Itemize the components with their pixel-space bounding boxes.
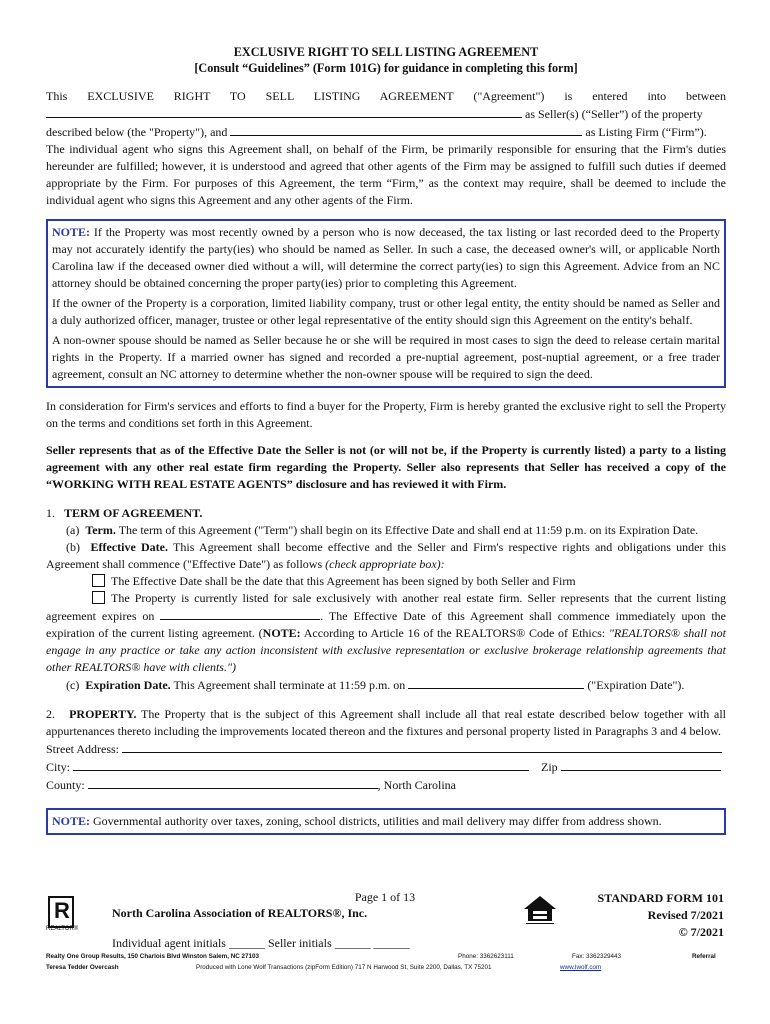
document-page bbox=[46, 44, 726, 835]
section-1-title: TERM OF AGREEMENT. bbox=[64, 506, 203, 520]
consideration-paragraph: In consideration for Firm's services and efforts to find a buyer for the Property, Firm is hereby granted the exclusive right to sell the Property on the terms and conditions set forth in this Agreement. bbox=[46, 399, 726, 430]
effective-date-checkbox-1[interactable] bbox=[92, 574, 105, 587]
county-field[interactable] bbox=[88, 776, 378, 789]
firm-name-field[interactable] bbox=[230, 123, 582, 136]
realtor-logo: R bbox=[48, 896, 74, 928]
intro-rest: The individual agent who signs this Agreement shall, on behalf of the Firm, be primarily responsible for ensuring that the Firm's duties hereunder are fulfilled; however, it is understood and agreed that other agents of the Firm may be assigned to fulfill such duties if deemed appropriate by the Firm. For purposes of this Agreement, the term “Firm,” as the context may require, shall be deemed to include the individual agent who signs this Agreement and any other agents of the Firm. bbox=[46, 142, 726, 207]
equal-housing-icon bbox=[522, 893, 558, 927]
governmental-authority-note: NOTE: Governmental authority over taxes, zoning, school districts, utilities and mail delivery may differ from address shown. bbox=[46, 808, 726, 835]
representation-paragraph: Seller represents that as of the Effective Date the Seller is not (or will not be, if the Property is currently listed) a party to a listing agreement with any other real estate firm regarding the Property. Seller also represents that Seller has received a copy of the “WORKING WITH REAL ESTATE AGENTS” disclosure and has reviewed it with Firm. bbox=[46, 443, 726, 491]
office-fax: Fax: 3362329443 bbox=[572, 953, 622, 960]
office-info: Realty One Group Results, 150 Charlois Blvd Winston Salem, NC 27103 bbox=[46, 953, 260, 960]
document-subtitle: [Consult “Guidelines” (Form 101G) for guidance in completing this form] bbox=[194, 61, 578, 75]
office-phone: Phone: 3362623111 bbox=[458, 953, 514, 960]
document-title: EXCLUSIVE RIGHT TO SELL LISTING AGREEMENT bbox=[233, 45, 539, 59]
deceased-owner-note: NOTE: If the Property was most recently owned by a person who is now deceased, the tax listing or last recorded deed to the Property may not accurately identify the party(ies) who should be named as Seller. In such a case, the deceased owner's will, or applicable North Carolina law if the deceased owner died without a will, will determine the correct party(ies) to sign this Agreement. Advice from an NC attorney should be obtained concerning the proper party(ies) prior to completing this Agreement. If the owner of the Property is a corporation, limited liability company, trust or other legal entity, the entity should be named as Seller and a duly authorized officer, manager, trustee or other legal representative of the entity should sign this Agreement on the entity's behalf. A non-owner spouse should be named as Seller because he or she will be required in most cases to sign the deed to release certain marital rights in the Property. If a married owner has signed and recorded a pre-nuptial agreement, post-nuptial agreement, or a free trader agreement, consult an NC attorney to determine whether the non-owner spouse will be required to sign the deed. bbox=[46, 219, 726, 388]
agent-name: Teresa Tedder Overcash bbox=[46, 964, 119, 971]
form-revised: Revised 7/2021 bbox=[647, 908, 724, 922]
street-address-field[interactable] bbox=[122, 740, 722, 753]
produced-with: Produced with Lone Wolf Transactions (zipForm Edition) 717 N Harwood St, Suite 2200, Dallas, TX 75201 bbox=[196, 964, 492, 971]
initials-line: Individual agent initials ______ Seller initials ______ ______ bbox=[112, 936, 410, 950]
effective-date-option-2: The Property is currently listed for sale exclusively with another real estate firm. Seller represents that the current listing agreement expires on . The Effective Date of this Agreement shall commence immediately upon the expiration of the current listing agreement. (NOTE: According to Article 16 of the REALTORS® Code of Ethics: "REALTORS® shall not engage in any practice or take any action inconsistent with exclusive representation or exclusive brokerage relationship agreements that other REALTORS® have with clients.") bbox=[46, 591, 727, 674]
section-2: 2. PROPERTY. The Property that is the subject of this Agreement shall include all that real estate described below together with all appurtenances thereto including the improvements located thereon and the fixtures and personal property listed in Paragraphs 3 and 4 below. Street Address: City: Zip County: , North Carolina bbox=[46, 707, 726, 792]
intro-paragraph bbox=[46, 88, 726, 209]
page-number: Page 1 of 13 bbox=[354, 890, 416, 904]
note-spouse-paragraph: A non-owner spouse should be named as Seller because he or she will be required in most cases to sign the deed to release certain marital rights in the Property. If a married owner has signed and recorded a pre-nuptial agreement, post-nuptial agreement, or a free trader agreement, consult an NC attorney to determine whether the non-owner spouse will be required to sign the deed. bbox=[52, 333, 720, 381]
effective-date-checkbox-2[interactable] bbox=[92, 591, 105, 604]
expiration-date-field[interactable] bbox=[408, 676, 584, 689]
section-2-title: PROPERTY. bbox=[69, 707, 137, 721]
intro-line-2: as Seller(s) (“Seller”) of the property bbox=[46, 105, 726, 123]
zip-field[interactable] bbox=[561, 758, 721, 771]
section-1: 1. TERM OF AGREEMENT. (a) Term. The term of this Agreement ("Term") shall begin on its Effective Date and shall end at 11:59 p.m. on its Expiration Date. (b) Effective Date. This Agreement shall become effective and the Seller and Firm's respective rights and obligations under this Agreement shall commence ("Effective Date") as follows (check appropriate box): The Effective Date shall be the date that this Agreement has been signed by both Seller and Firm The Property is currently listed for sale exclusively with another real estate firm. Seller represents that the current listing agreement expires on . The Effective Date of this Agreement shall commence immediately upon the expiration of the current listing agreement. (NOTE: According to Article 16 of the REALTORS® Code of Ethics: "REALTORS® shall not engage in any practice or take any action inconsistent with exclusive representation or exclusive brokerage relationship agreements that other REALTORS® have with clients.") (c) Expiration Date. This Agreement shall terminate at 11:59 p.m. on ("Expiration Date"). bbox=[46, 506, 727, 692]
form-number: STANDARD FORM 101 bbox=[597, 891, 724, 905]
seller-name-field[interactable] bbox=[46, 105, 522, 118]
referral-label: Referral bbox=[692, 953, 716, 960]
form-info bbox=[598, 890, 724, 941]
form-copyright: © 7/2021 bbox=[678, 925, 724, 939]
lwolf-link[interactable]: www.lwolf.com bbox=[560, 964, 602, 971]
note-entity-paragraph: If the owner of the Property is a corporation, limited liability company, trust or other legal entity, the entity should be named as Seller and a duly authorized officer, manager, trustee or other legal representative of the entity should sign this Agreement on the entity's behalf. bbox=[52, 296, 720, 327]
city-field[interactable] bbox=[73, 758, 529, 771]
association-name: North Carolina Association of REALTORS®, Inc. bbox=[112, 906, 368, 920]
intro-line-1: This EXCLUSIVE RIGHT TO SELL LISTING AGREEMENT ("Agreement") is entered into between bbox=[46, 89, 726, 103]
realtor-logo-text: REALTOR® bbox=[46, 926, 79, 932]
current-listing-expiry-field[interactable] bbox=[160, 607, 320, 620]
intro-line-3: described below (the "Property"), and as Listing Firm (“Firm”). bbox=[46, 125, 707, 139]
